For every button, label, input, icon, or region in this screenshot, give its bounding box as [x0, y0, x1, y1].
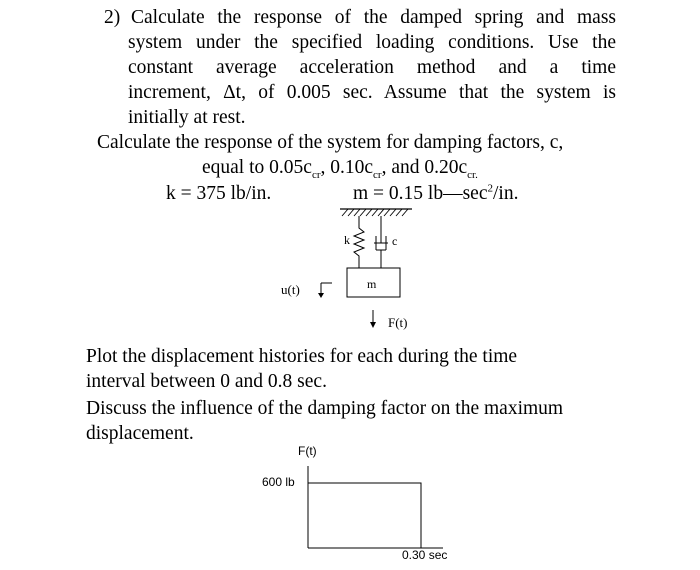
plot-instruction-line-1: Plot the displacement histories for each during the time: [86, 346, 518, 367]
damping-text-line-1: Calculate the response of the system for damping factors, c,: [97, 132, 564, 153]
problem-text-line-3: constant average acceleration method and a time: [128, 57, 616, 78]
problem-text-line-5: initially at rest.: [128, 107, 246, 128]
problem-text-line-4: increment, Δt, of 0.005 sec. Assume that the system is: [128, 82, 616, 103]
load-amplitude-label: 600 lb: [262, 475, 295, 489]
load-graph-y-label: F(t): [298, 444, 317, 458]
stiffness-value: k = 375 lb/in.: [166, 183, 272, 204]
load-duration-label: 0.30 sec: [402, 548, 448, 562]
discuss-line-2: displacement.: [86, 423, 194, 444]
spring-label: k: [344, 233, 350, 247]
displacement-label: u(t): [281, 282, 300, 297]
problem-text-line-1: Calculate the response of the damped spring and mass: [131, 7, 616, 28]
damping-text-line-2: equal to $0.05c_{cr}$, $0.10c_{cr}$, and $0.20c_{cr.}$: [202, 157, 478, 181]
discuss-line-1: Discuss the influence of the damping factor on the maximum: [86, 398, 564, 419]
plot-instruction-line-2: interval between 0 and 0.8 sec.: [86, 371, 327, 392]
load-pulse: [308, 483, 421, 548]
problem-text-line-2: system under the specified loading conditions. Use the: [128, 32, 616, 53]
force-label: F(t): [388, 315, 408, 330]
mass-value: m = 0.15 $lb—\sec^2/in$.: [353, 182, 519, 204]
mass-label: m: [367, 277, 377, 291]
damper-label: c: [392, 234, 398, 248]
problem-number: 2): [104, 7, 121, 28]
